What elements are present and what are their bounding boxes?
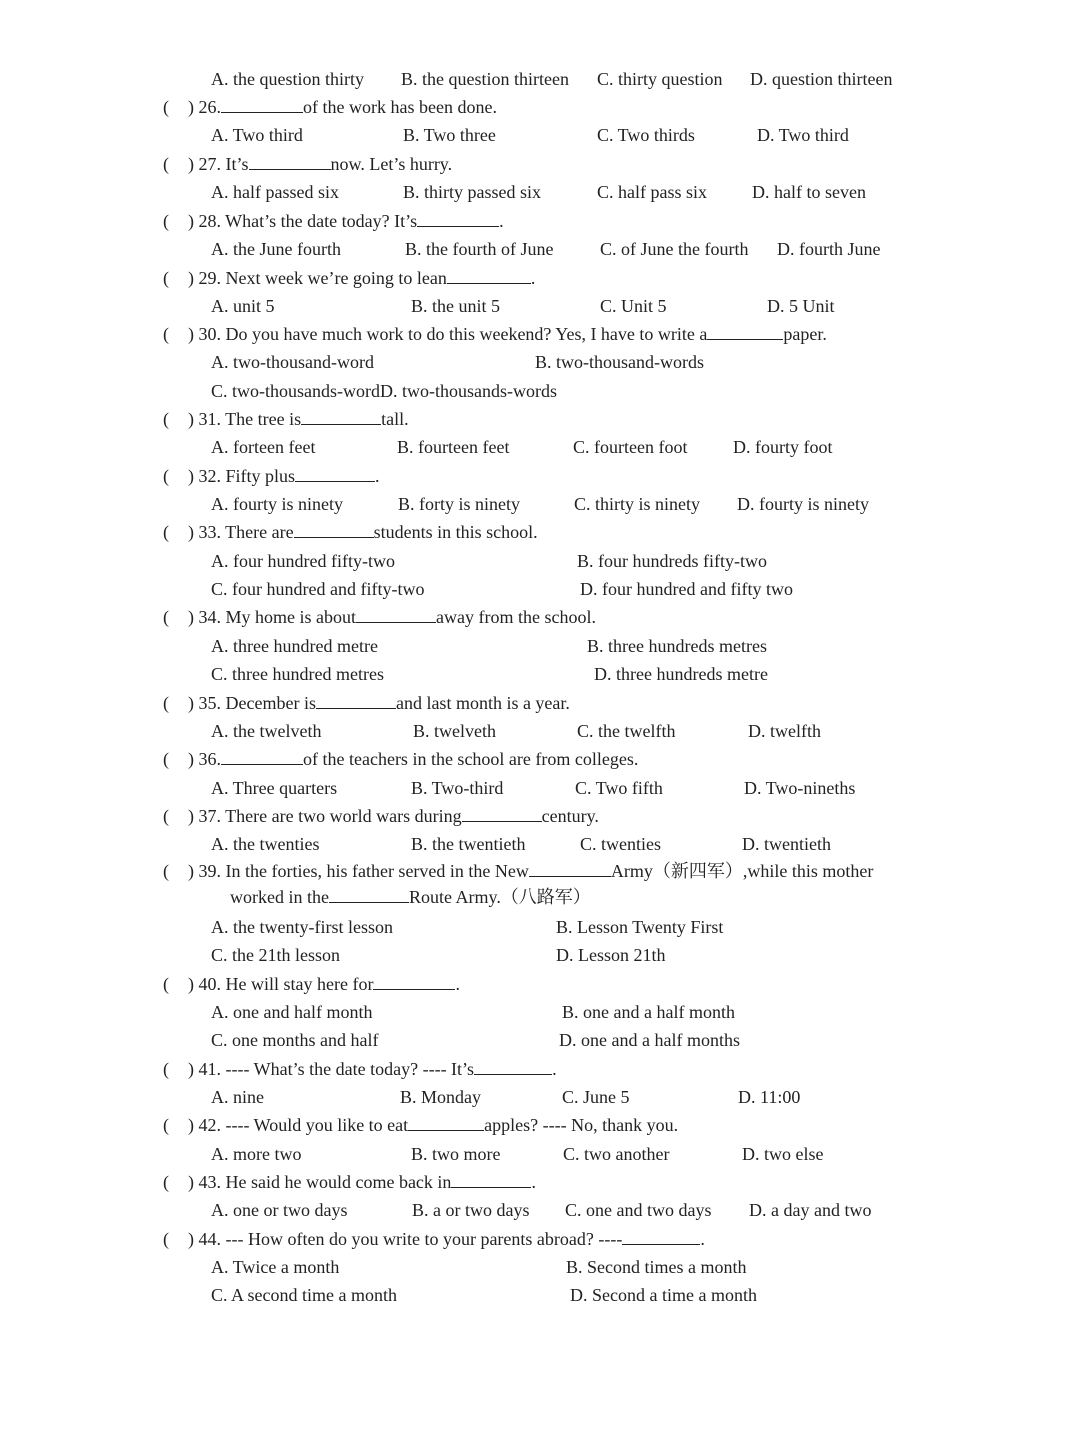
answer-paren[interactable]: ( (163, 1059, 169, 1079)
q35-options (0, 718, 1080, 744)
option-b: B. two-thousand-words (535, 352, 704, 372)
question-27 (0, 151, 1080, 177)
q27-options (0, 179, 1080, 205)
answer-paren[interactable]: ( (163, 409, 169, 429)
question-41 (0, 1056, 1080, 1082)
q40-options-cd (0, 1027, 1080, 1053)
question-text: ) 34. My home is about (188, 607, 356, 627)
option-d: D. Lesson 21th (556, 945, 666, 965)
answer-blank[interactable] (316, 690, 396, 709)
q44-options-cd (0, 1282, 1080, 1308)
option-a: A. four hundred fifty-two (211, 551, 395, 571)
answer-paren[interactable]: ( (163, 466, 169, 486)
option-c: C. of June the fourth (600, 239, 749, 259)
option-b: B. the unit 5 (411, 296, 500, 316)
question-text-end: now. Let’s hurry. (330, 154, 453, 174)
question-35 (0, 690, 1080, 716)
option-d: D. fourth June (777, 239, 881, 259)
answer-blank[interactable] (294, 519, 374, 538)
question-text: ) 28. What’s the date today? It’s (188, 211, 418, 231)
answer-blank[interactable] (462, 803, 542, 822)
option-a: A. the question thirty (211, 69, 364, 89)
option-b: B. Two three (403, 125, 496, 145)
question-text: ) 36. (188, 749, 221, 769)
q37-options (0, 831, 1080, 857)
question-36 (0, 746, 1080, 772)
answer-blank[interactable] (301, 406, 381, 425)
question-text: ) 43. He said he would come back in (188, 1172, 452, 1192)
option-a: A. Three quarters (211, 778, 338, 798)
option-a: A. Twice a month (211, 1257, 340, 1277)
answer-paren[interactable]: ( (163, 749, 169, 769)
option-d: D. one and a half months (559, 1030, 740, 1050)
question-text-end: . (455, 974, 460, 994)
question-30 (0, 321, 1080, 347)
answer-blank[interactable] (295, 463, 375, 482)
option-a: A. half passed six (211, 182, 339, 202)
q29-options (0, 293, 1080, 319)
answer-paren[interactable]: ( (163, 607, 169, 627)
answer-blank[interactable] (408, 1112, 484, 1131)
answer-paren[interactable]: ( (163, 211, 169, 231)
question-text-end: away from the school. (436, 607, 596, 627)
q32-options (0, 491, 1080, 517)
option-c: C. two another (563, 1144, 670, 1164)
q43-options (0, 1197, 1080, 1223)
q31-options (0, 434, 1080, 460)
question-text-end: century. (541, 806, 599, 826)
option-b: B. Monday (400, 1087, 481, 1107)
option-d: D. fourty foot (733, 437, 833, 457)
question-text: ) 26. (188, 97, 221, 117)
option-d: D. twelfth (748, 721, 821, 741)
question-text: ) 44. --- How often do you write to your parents abroad? ---- (188, 1229, 623, 1249)
answer-paren[interactable]: ( (163, 861, 169, 881)
question-text-end: tall. (381, 409, 409, 429)
q39-options-ab (0, 914, 1080, 940)
option-d: D. three hundreds metre (594, 664, 768, 684)
answer-blank[interactable] (707, 321, 783, 340)
q34-options-cd (0, 661, 1080, 687)
option-b: B. the twentieth (411, 834, 526, 854)
q39-options-cd (0, 942, 1080, 968)
option-d: D. Two-nineths (744, 778, 856, 798)
q41-options (0, 1084, 1080, 1110)
answer-paren[interactable]: ( (163, 806, 169, 826)
q25-options (0, 66, 1080, 92)
option-c: C. Unit 5 (600, 296, 667, 316)
answer-blank-2[interactable] (329, 884, 409, 903)
answer-paren[interactable]: ( (163, 974, 169, 994)
question-28 (0, 208, 1080, 234)
q28-options (0, 236, 1080, 262)
question-43 (0, 1169, 1080, 1195)
option-d: D. twentieth (742, 834, 831, 854)
option-d: D. fourty is ninety (737, 494, 869, 514)
option-a: A. one or two days (211, 1200, 348, 1220)
option-b: B. four hundreds fifty-two (577, 551, 767, 571)
option-c: C. one months and half (211, 1030, 379, 1050)
option-a: A. forteen feet (211, 437, 316, 457)
option-a: A. Two third (211, 125, 303, 145)
q40-options-ab (0, 999, 1080, 1025)
question-40 (0, 971, 1080, 997)
question-37 (0, 803, 1080, 829)
option-b: B. Second times a month (566, 1257, 747, 1277)
option-d: D. Second a time a month (570, 1285, 757, 1305)
option-b: B. a or two days (412, 1200, 530, 1220)
answer-blank[interactable] (451, 1169, 531, 1188)
q42-options (0, 1141, 1080, 1167)
option-b: B. the question thirteen (401, 69, 569, 89)
question-29 (0, 265, 1080, 291)
q26-options (0, 122, 1080, 148)
answer-blank[interactable] (417, 208, 499, 227)
question-39 (0, 858, 1080, 884)
option-a: A. more two (211, 1144, 302, 1164)
question-text: ) 33. There are (188, 522, 294, 542)
option-b: B. twelveth (413, 721, 496, 741)
answer-paren[interactable]: ( (163, 693, 169, 713)
option-d: D. two else (742, 1144, 824, 1164)
answer-blank[interactable] (622, 1226, 700, 1245)
question-text: ) 39. In the forties, his father served in the New (188, 861, 529, 881)
q33-options-cd (0, 576, 1080, 602)
question-text: ) 42. ---- Would you like to eat (188, 1115, 409, 1135)
question-text-end: . (499, 211, 504, 231)
option-d: D. 5 Unit (767, 296, 835, 316)
question-text: ) 29. Next week we’re going to lean (188, 268, 447, 288)
option-a: A. unit 5 (211, 296, 275, 316)
question-text: ) 31. The tree is (188, 409, 302, 429)
option-a: A. two-thousand-word (211, 352, 374, 372)
question-text-end: . (530, 268, 536, 288)
q30-options-cd (0, 378, 1080, 404)
question-text: ) 32. Fifty plus (188, 466, 296, 486)
option-c: C. the 21th lesson (211, 945, 340, 965)
option-cd: C. two-thousands-wordD. two-thousands-words (211, 381, 557, 401)
answer-paren[interactable]: ( (163, 324, 169, 344)
option-b: B. three hundreds metres (587, 636, 767, 656)
option-d: D. 11:00 (738, 1087, 801, 1107)
question-39-line2 (0, 884, 1080, 910)
question-34 (0, 604, 1080, 630)
option-c: C. twenties (580, 834, 661, 854)
option-c: C. June 5 (562, 1087, 630, 1107)
option-a: A. nine (211, 1087, 264, 1107)
option-b: B. forty is ninety (398, 494, 520, 514)
option-b: B. two more (411, 1144, 501, 1164)
question-26 (0, 94, 1080, 120)
option-a: A. one and half month (211, 1002, 373, 1022)
q44-options-ab (0, 1254, 1080, 1280)
option-c: C. thirty question (597, 69, 723, 89)
answer-paren[interactable]: ( (163, 1172, 169, 1192)
q34-options-ab (0, 633, 1080, 659)
option-c: C. three hundred metres (211, 664, 384, 684)
q33-options-ab (0, 548, 1080, 574)
option-d: D. half to seven (752, 182, 866, 202)
option-d: D. a day and two (749, 1200, 872, 1220)
option-a: A. three hundred metre (211, 636, 378, 656)
option-c: C. four hundred and fifty-two (211, 579, 425, 599)
answer-blank[interactable] (221, 746, 303, 765)
option-c: C. one and two days (565, 1200, 712, 1220)
question-text-end: . (375, 466, 380, 486)
answer-blank[interactable] (529, 858, 611, 877)
option-a: A. fourty is ninety (211, 494, 343, 514)
question-text-end: Army（新四军）,while this mother (610, 861, 874, 881)
question-text-end: students in this school. (373, 522, 538, 542)
option-d: D. four hundred and fifty two (580, 579, 793, 599)
question-32 (0, 463, 1080, 489)
question-text-end: . (531, 1172, 536, 1192)
option-a: A. the twenty-first lesson (211, 917, 393, 937)
answer-paren[interactable]: ( (163, 522, 169, 542)
answer-paren[interactable]: ( (163, 1229, 169, 1249)
question-text-end: of the teachers in the school are from colleges. (303, 749, 639, 769)
option-b: B. Lesson Twenty First (556, 917, 724, 937)
option-b: B. one and a half month (562, 1002, 735, 1022)
question-text: ) 35. December is (188, 693, 316, 713)
option-c: C. Two thirds (597, 125, 695, 145)
question-text-end: paper. (783, 324, 827, 344)
question-31 (0, 406, 1080, 432)
question-42 (0, 1112, 1080, 1138)
answer-paren[interactable]: ( (163, 1115, 169, 1135)
question-text: ) 37. There are two world wars during (188, 806, 462, 826)
answer-paren[interactable]: ( (163, 268, 169, 288)
question-text: ) 40. He will stay here for (188, 974, 374, 994)
option-a: A. the June fourth (211, 239, 341, 259)
question-33 (0, 519, 1080, 545)
q36-options (0, 775, 1080, 801)
question-text-end: . (700, 1229, 705, 1249)
answer-blank[interactable] (221, 94, 303, 113)
q30-options-ab (0, 349, 1080, 375)
option-a: A. the twenties (211, 834, 320, 854)
question-text-end: and last month is a year. (395, 693, 570, 713)
question-text: ) 41. ---- What’s the date today? ---- It’s (188, 1059, 475, 1079)
answer-blank[interactable] (474, 1056, 552, 1075)
question-44 (0, 1226, 1080, 1252)
answer-paren[interactable]: ( (163, 97, 169, 117)
option-b: B. Two-third (411, 778, 504, 798)
option-d: D. question thirteen (750, 69, 893, 89)
option-c: C. thirty is ninety (574, 494, 700, 514)
answer-blank[interactable] (356, 604, 436, 623)
option-a: A. the twelveth (211, 721, 322, 741)
answer-blank[interactable] (447, 265, 531, 284)
answer-blank[interactable] (373, 971, 455, 990)
question-text-end: . (552, 1059, 557, 1079)
option-c: C. the twelfth (577, 721, 676, 741)
answer-blank[interactable] (249, 151, 331, 170)
question-text-end: of the work has been done. (303, 97, 497, 117)
option-c: C. half pass six (597, 182, 707, 202)
question-text: worked in the (230, 887, 329, 907)
answer-paren[interactable]: ( (163, 154, 169, 174)
option-c: C. Two fifth (575, 778, 663, 798)
option-c: C. fourteen foot (573, 437, 688, 457)
option-b: B. fourteen feet (397, 437, 510, 457)
option-c: C. A second time a month (211, 1285, 397, 1305)
question-text-end: Route Army.（八路军） (408, 887, 591, 907)
option-b: B. the fourth of June (405, 239, 554, 259)
option-d: D. Two third (757, 125, 849, 145)
question-text: ) 30. Do you have much work to do this weekend? Yes, I have to write a (188, 324, 708, 344)
option-b: B. thirty passed six (403, 182, 541, 202)
question-text-end: apples? ---- No, thank you. (484, 1115, 679, 1135)
question-text: ) 27. It’s (188, 154, 249, 174)
